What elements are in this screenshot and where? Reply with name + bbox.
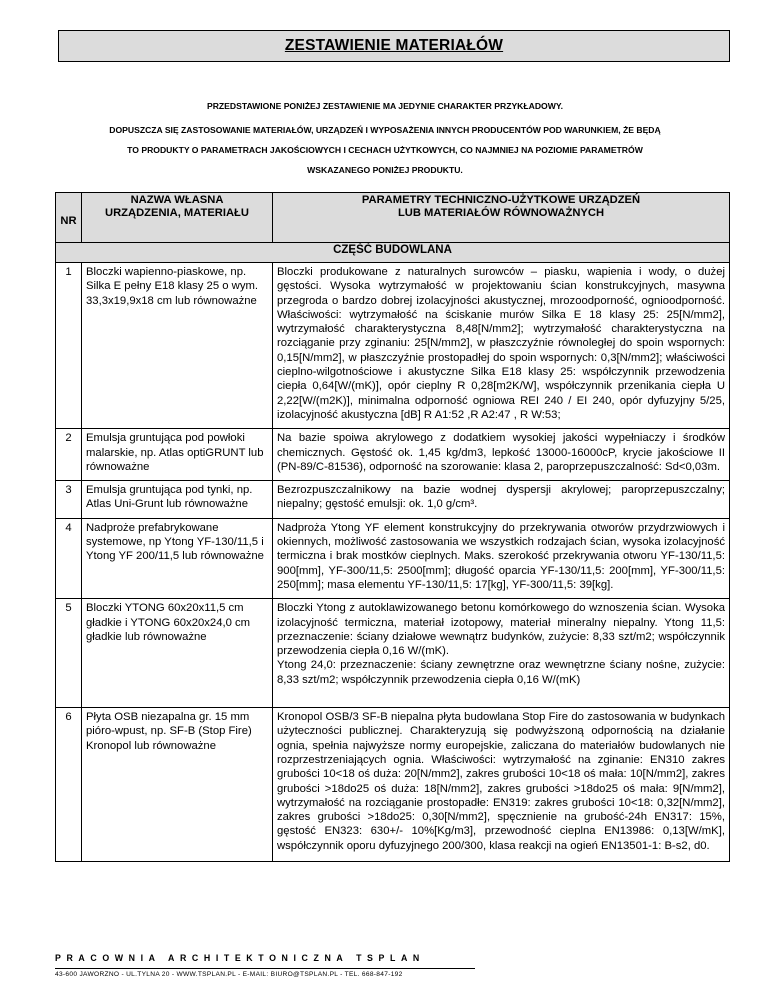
row-name: Emulsja gruntująca pod powłoki malarskie, np. Atlas optiGRUNT lub równoważne — [82, 429, 273, 481]
notice-line: DOPUSZCZA SIĘ ZASTOSOWANIE MATERIAŁÓW, URZĄDZEŃ I WYPOSAŻENIA INNYCH PRODUCENTÓW POD WARUNKIEM, ŻE BĘDĄ — [109, 125, 661, 135]
row-params: Bloczki produkowane z naturalnych surowców – piasku, wapienia i wody, o dużej gęstości. Wysoka wytrzymałość w projektowaniu ścian konstrukcyjnych, masywna przegroda o bardzo dobrej izolacyjności akustycznej, mrozoodporność, ognioodporność. Właściwości: wytrzymałość na ściskanie murów Silka E 18 klasy 25: 25[N/mm2], wytrzymałość charakterystyczna 8,48[N/mm2]; wytrzymałość charakterystyczna na rozciąganie przy zginaniu: 25[N/mm2], w płaszczyźnie równoległej do spoin wspornych: 0,15[N/mm2], w płaszczyźnie prostopadłej do spoin wspornych: 0,3[N/mm2]; właściwości cieplno-wilgotnościowe i akustyczne Silka E18 klasy 25: współczynnik przewodzenia ciepła 0,64[W/(mK)], opór cieplny R 0,28[m2K/W], współczynnik przenikania ciepła U 2,22[W/(m2K)], minimalna odporność ogniowa REI 240 / EI 240, opór dyfuzyjny 5/25, izolacyjność akustyczna [dB] R A1:52 ,R A2:47 , R W:53; — [273, 263, 730, 429]
row-nr: 2 — [56, 429, 82, 481]
table-row — [56, 708, 730, 862]
header-name — [82, 193, 273, 243]
notice-line: TO PRODUKTY O PARAMETRACH JAKOŚCIOWYCH I CECHACH UŻYTKOWYCH, CO NAJMNIEJ NA POZIOMIE PARAMETRÓW — [127, 145, 643, 155]
row-name: Nadproże prefabrykowane systemowe, np Ytong YF-130/11,5 i Ytong YF 200/11,5 lub równoważne — [82, 518, 273, 598]
row-params: Kronopol OSB/3 SF-B niepalna płyta budowlana Stop Fire do zastosowania w budynkach użyteczności publicznej. Charakteryzują się podwyższoną odpornością na działanie ognia, spełnia najwyższe normy europejskie, zaliczana do materiałów budowlanych nie rozprzestrzeniających ognia. Właściwości: wytrzymałość na zginanie: EN310 zakres grubości 10<18 oś duża: 20[N/mm2], zakres grubości 10<18 oś mała: 10[N/mm2], zakres grubości >18do25 oś duża: 18[N/mm2], zakres grubości >18do25 oś mała: 9[N/mm2], wytrzymałość na rozciąganie prostopadłe: EN319: zakres grubości 10<18: 0,32[N/mm2], zakres grubości >18do25: 0,30[N/mm2], spęcznienie na grubość-24h EN317: 15%, gęstość EN323: 630+/- 10%[Kg/m3], przewodność cieplna EN13986: 0,13[W/mK], współczynnik oporu dyfuzyjnego 200/300, klasa reakcji na ogień EN13501-1: B-s2, d0. — [273, 708, 730, 862]
notice-line: WSKAZANEGO PONIŻEJ PRODUKTU. — [307, 165, 463, 175]
row-params: Nadproża Ytong YF element konstrukcyjny do przekrywania otworów przydrzwiowych i okiennych, możliwość zastosowania we wszystkich rodzajach ścian, wysoka izolacyjność termiczna i brak mostków cieplnych. Maks. szerokość przekrywania otworu YF-130/11,5: 900[mm], YF-300/11,5: 2500[mm]; długość oparcia YF-130/11,5: 200[mm], YF-300/11,5: 250[mm]; masa elementu YF-130/11,5: 17[kg], YF-300/11,5: 39[kg]. — [273, 518, 730, 598]
row-params-paragraph: Bloczki Ytong z autoklawizowanego betonu komórkowego do wznoszenia ścian. Wysoka izolacyjność termiczna, materiał izotopowy, materiał mineralny niepalny. Ytong 11,5: przeznaczenie: ściany działowe wewnątrz budynków, zużycie: 8,33 szt/m2; współczynnik przewodzenia ciepła 0,16 W/(mK). — [277, 602, 725, 658]
row-nr: 3 — [56, 481, 82, 519]
footer-address: 43-600 JAWORZNO - UL.TYLNA 20 - WWW.TSPLAN.PL - E-MAIL: BIURO@TSPLAN.PL - TEL. 668-847-192 — [55, 971, 403, 978]
row-nr: 4 — [56, 518, 82, 598]
section-row — [56, 243, 730, 263]
header-params-line: PARAMETRY TECHNICZNO-UŻYTKOWE URZĄDZEŃ — [361, 194, 641, 206]
table-header-row — [56, 193, 730, 243]
section-title: CZĘŚĆ BUDOWLANA — [56, 243, 730, 263]
row-params: Na bazie spoiwa akrylowego z dodatkiem wysokiej jakości wypełniaczy i środków chemicznych. Gęstość ok. 1,45 kg/dm3, lepkość 13000-16000cP, krycie jakościowe II (PN-89/C-81536), odporność na szorowanie: klasa 2, paroprzepuszczalność: Sd<0,03m. — [273, 429, 730, 481]
row-name: Emulsja gruntująca pod tynki, np. Atlas Uni-Grunt lub równoważne — [82, 481, 273, 519]
page-title: ZESTAWIENIE MATERIAŁÓW — [284, 37, 504, 54]
header-name-line: URZĄDZENIA, MATERIAŁU — [105, 207, 249, 219]
table-row — [56, 263, 730, 429]
notice-equivalents — [40, 120, 730, 180]
row-params — [273, 599, 730, 708]
header-nr: NR — [56, 193, 82, 243]
table-row — [56, 599, 730, 708]
row-nr: 6 — [56, 708, 82, 862]
notice-example — [40, 96, 730, 116]
table-row — [56, 518, 730, 598]
row-nr: 1 — [56, 263, 82, 429]
table-row — [56, 481, 730, 519]
row-params: Bezrozpuszczalnikowy na bazie wodnej dyspersji akrylowej; paroprzepuszczalny; niepalny; gęstość emulsji: ok. 1,0 g/cm³. — [273, 481, 730, 519]
header-name-line: NAZWA WŁASNA — [130, 194, 224, 206]
title-box — [58, 30, 730, 62]
row-nr: 5 — [56, 599, 82, 708]
header-params-line: LUB MATERIAŁÓW RÓWNOWAŻNYCH — [397, 207, 605, 219]
header-params — [273, 193, 730, 243]
row-name: Bloczki YTONG 60x20x11,5 cm gładkie i YTONG 60x20x24,0 cm gładkie lub równoważne — [82, 599, 273, 708]
materials-table — [55, 192, 730, 862]
row-name: Bloczki wapienno-piaskowe, np. Silka E pełny E18 klasy 25 o wym. 33,3x19,9x18 cm lub równoważne — [82, 263, 273, 429]
row-params-paragraph: Ytong 24,0: przeznaczenie: ściany zewnętrzne oraz wewnętrzne ściany nośne, zużycie: 8,33 szt/m2; współczynnik przewodzenia ciepła 0,16 W/(mK) — [277, 659, 725, 686]
table-row — [56, 429, 730, 481]
footer-company: PRACOWNIA ARCHITEKTONICZNA TSPLAN — [55, 953, 425, 963]
row-name: Płyta OSB niezapalna gr. 15 mm pióro-wpust, np. SF-B (Stop Fire) Kronopol lub równoważne — [82, 708, 273, 862]
notice-line: PRZEDSTAWIONE PONIŻEJ ZESTAWIENIE MA JEDYNIE CHARAKTER PRZYKŁADOWY. — [206, 101, 564, 111]
footer-divider — [55, 968, 475, 969]
